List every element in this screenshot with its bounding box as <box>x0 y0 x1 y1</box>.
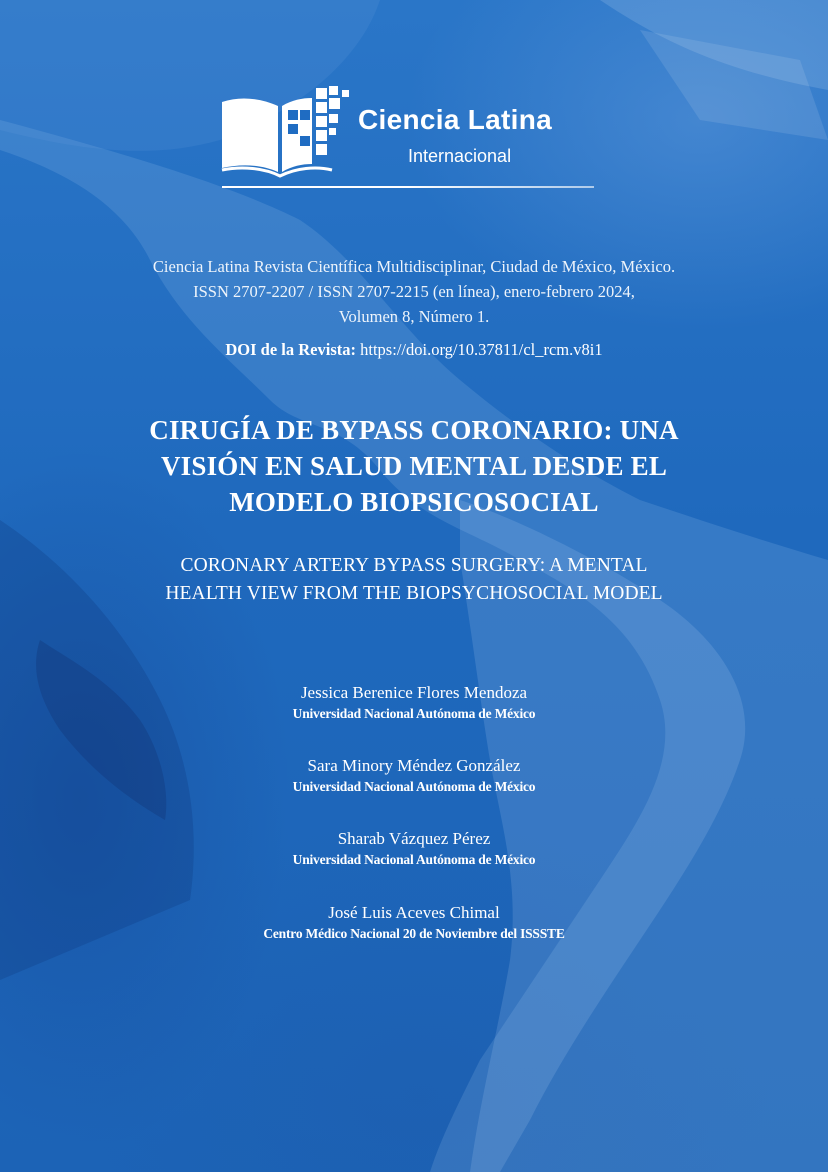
brand-name: Ciencia Latina <box>358 104 553 135</box>
author-block <box>0 755 828 797</box>
article-title-spanish <box>0 412 828 520</box>
author-block <box>0 682 828 724</box>
article-title-english <box>0 552 828 608</box>
title-en-line-2: HEALTH VIEW FROM THE BIOPSYCHOSOCIAL MODEL <box>165 583 663 604</box>
author-block <box>0 828 828 870</box>
doi-label: DOI de la Revista: <box>225 340 357 359</box>
author-affiliation: Centro Médico Nacional 20 de Noviembre del ISSSTE <box>263 926 565 941</box>
ciencia-latina-logo <box>220 84 350 180</box>
author-name: Sharab Vázquez Pérez <box>337 829 491 848</box>
title-es-line-2: VISIÓN EN SALUD MENTAL DESDE EL <box>160 451 668 481</box>
author-name: José Luis Aceves Chimal <box>328 903 500 922</box>
author-block <box>0 902 828 944</box>
brand-divider <box>222 186 594 188</box>
journal-line-3: Volumen 8, Número 1. <box>338 307 490 326</box>
journal-info <box>0 254 828 329</box>
author-affiliation: Universidad Nacional Autónoma de México <box>292 779 536 794</box>
title-en-line-1: CORONARY ARTERY BYPASS SURGERY: A MENTAL <box>180 555 648 576</box>
brand-subtitle: Internacional <box>408 146 512 166</box>
author-name: Sara Minory Méndez González <box>307 756 521 775</box>
doi-line <box>0 340 828 360</box>
author-affiliation: Universidad Nacional Autónoma de México <box>292 852 536 867</box>
title-es-line-3: MODELO BIOPSICOSOCIAL <box>229 487 599 517</box>
doi-link[interactable]: https://doi.org/10.37811/cl_rcm.v8i1 <box>360 340 603 359</box>
author-name: Jessica Berenice Flores Mendoza <box>300 683 528 702</box>
journal-line-1: Ciencia Latina Revista Científica Multidisciplinar, Ciudad de México, México. <box>152 257 676 276</box>
author-affiliation: Universidad Nacional Autónoma de México <box>292 706 536 721</box>
journal-line-2: ISSN 2707-2207 / ISSN 2707-2215 (en línea), enero-febrero 2024, <box>193 282 635 301</box>
title-es-line-1: CIRUGÍA DE BYPASS CORONARIO: UNA <box>149 415 679 445</box>
